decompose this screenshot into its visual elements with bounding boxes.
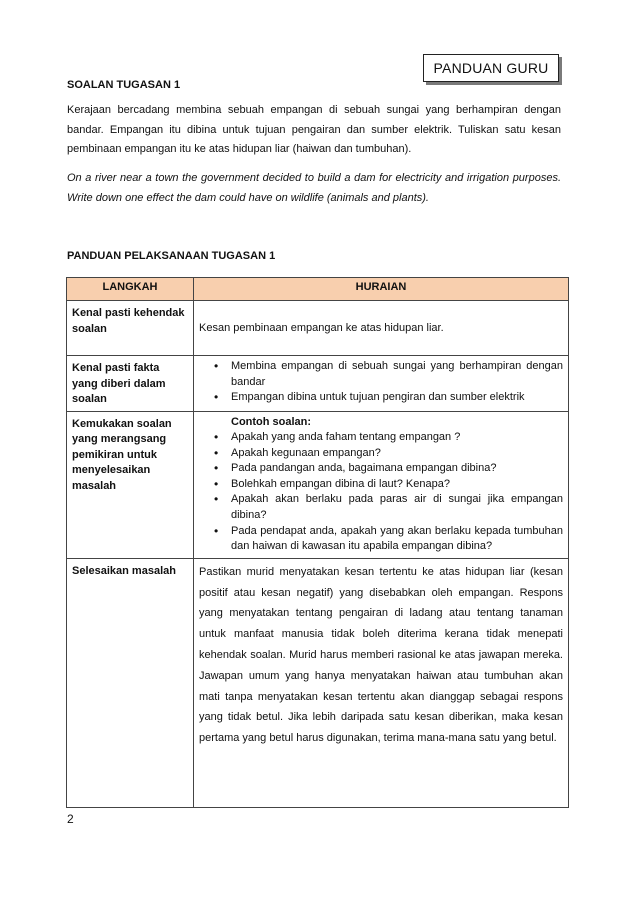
question-english: On a river near a town the government decided to build a dam for electricity and irrigation purposes. Write down one effect the dam could have on wildlife (animals and plants). bbox=[67, 172, 561, 204]
list-item: • Apakah kegunaan empangan? bbox=[231, 446, 563, 462]
step-description bbox=[194, 356, 569, 412]
step-label: Selesaikan masalah bbox=[67, 558, 194, 807]
table-row bbox=[67, 558, 569, 807]
list-item: • Apakah yang anda faham tentang empangan ? bbox=[231, 430, 563, 446]
table-row bbox=[67, 301, 569, 356]
guide-table bbox=[66, 277, 569, 808]
list-item: • Pada pendapat anda, apakah yang akan berlaku kepada tumbuhan dan haiwan di kawasan itu apabila empangan dibina? bbox=[231, 524, 563, 555]
step-label: Kemukakan soalan yang merangsang pemikiran untuk menyelesaikan masalah bbox=[67, 411, 194, 558]
table-row bbox=[67, 356, 569, 412]
header-huraian: HURAIAN bbox=[194, 278, 569, 301]
example-questions-heading: Contoh soalan: bbox=[231, 415, 312, 428]
table-header-row bbox=[67, 278, 569, 301]
question-list bbox=[199, 430, 563, 555]
list-item: • Empangan dibina untuk tujuan pengiran dan sumber elektrik bbox=[231, 390, 563, 406]
fact-list bbox=[199, 359, 563, 406]
step-label: Kenal pasti fakta yang diberi dalam soalan bbox=[67, 356, 194, 412]
question-malay: Kerajaan bercadang membina sebuah empangan di sebuah sungai yang berhampiran dengan bandar. Empangan itu dibina untuk tujuan pengairan dan sumber elektrik. Tuliskan satu kesan pembinaan empangan itu ke atas hidupan liar (haiwan dan tumbuhan). bbox=[67, 104, 561, 155]
list-item: • Apakah akan berlaku pada paras air di sungai jika empangan dibina? bbox=[231, 492, 563, 523]
step-description: Kesan pembinaan empangan ke atas hidupan liar. bbox=[194, 301, 569, 356]
list-item: • Bolehkah empangan dibina di laut? Kenapa? bbox=[231, 477, 563, 493]
list-item: • Pada pandangan anda, bagaimana empangan dibina? bbox=[231, 461, 563, 477]
table-row bbox=[67, 411, 569, 558]
step-description bbox=[194, 411, 569, 558]
question-title: SOALAN TUGASAN 1 bbox=[67, 79, 181, 91]
header-langkah: LANGKAH bbox=[67, 278, 194, 301]
step-label: Kenal pasti kehendak soalan bbox=[67, 301, 194, 356]
guide-title: PANDUAN PELAKSANAAN TUGASAN 1 bbox=[67, 250, 276, 262]
list-item: • Membina empangan di sebuah sungai yang berhampiran dengan bandar bbox=[231, 359, 563, 390]
step-description: Pastikan murid menyatakan kesan tertentu ke atas hidupan liar (kesan positif atau kesan negatif) yang disebabkan oleh empangan. Respons yang menyatakan tentang pengairan di ladang atau tentang tanaman untuk manfaat manusia tidak boleh diterima kerana tidak menepati kehendak soalan. Murid harus memberi rasional ke atas jawapan mereka. Jawapan umum yang hanya menyatakan haiwan atau tumbuhan akan mati tanpa menyatakan kesan tertentu akan dianggap sebagai respons yang tidak betul. Jika lebih daripada satu kesan diberikan, maka kesan pertama yang betul harus digunakan, terima mana-mana satu yang betul. bbox=[194, 558, 569, 807]
panduan-guru-badge: PANDUAN GURU bbox=[423, 54, 559, 82]
page-number: 2 bbox=[67, 812, 74, 826]
